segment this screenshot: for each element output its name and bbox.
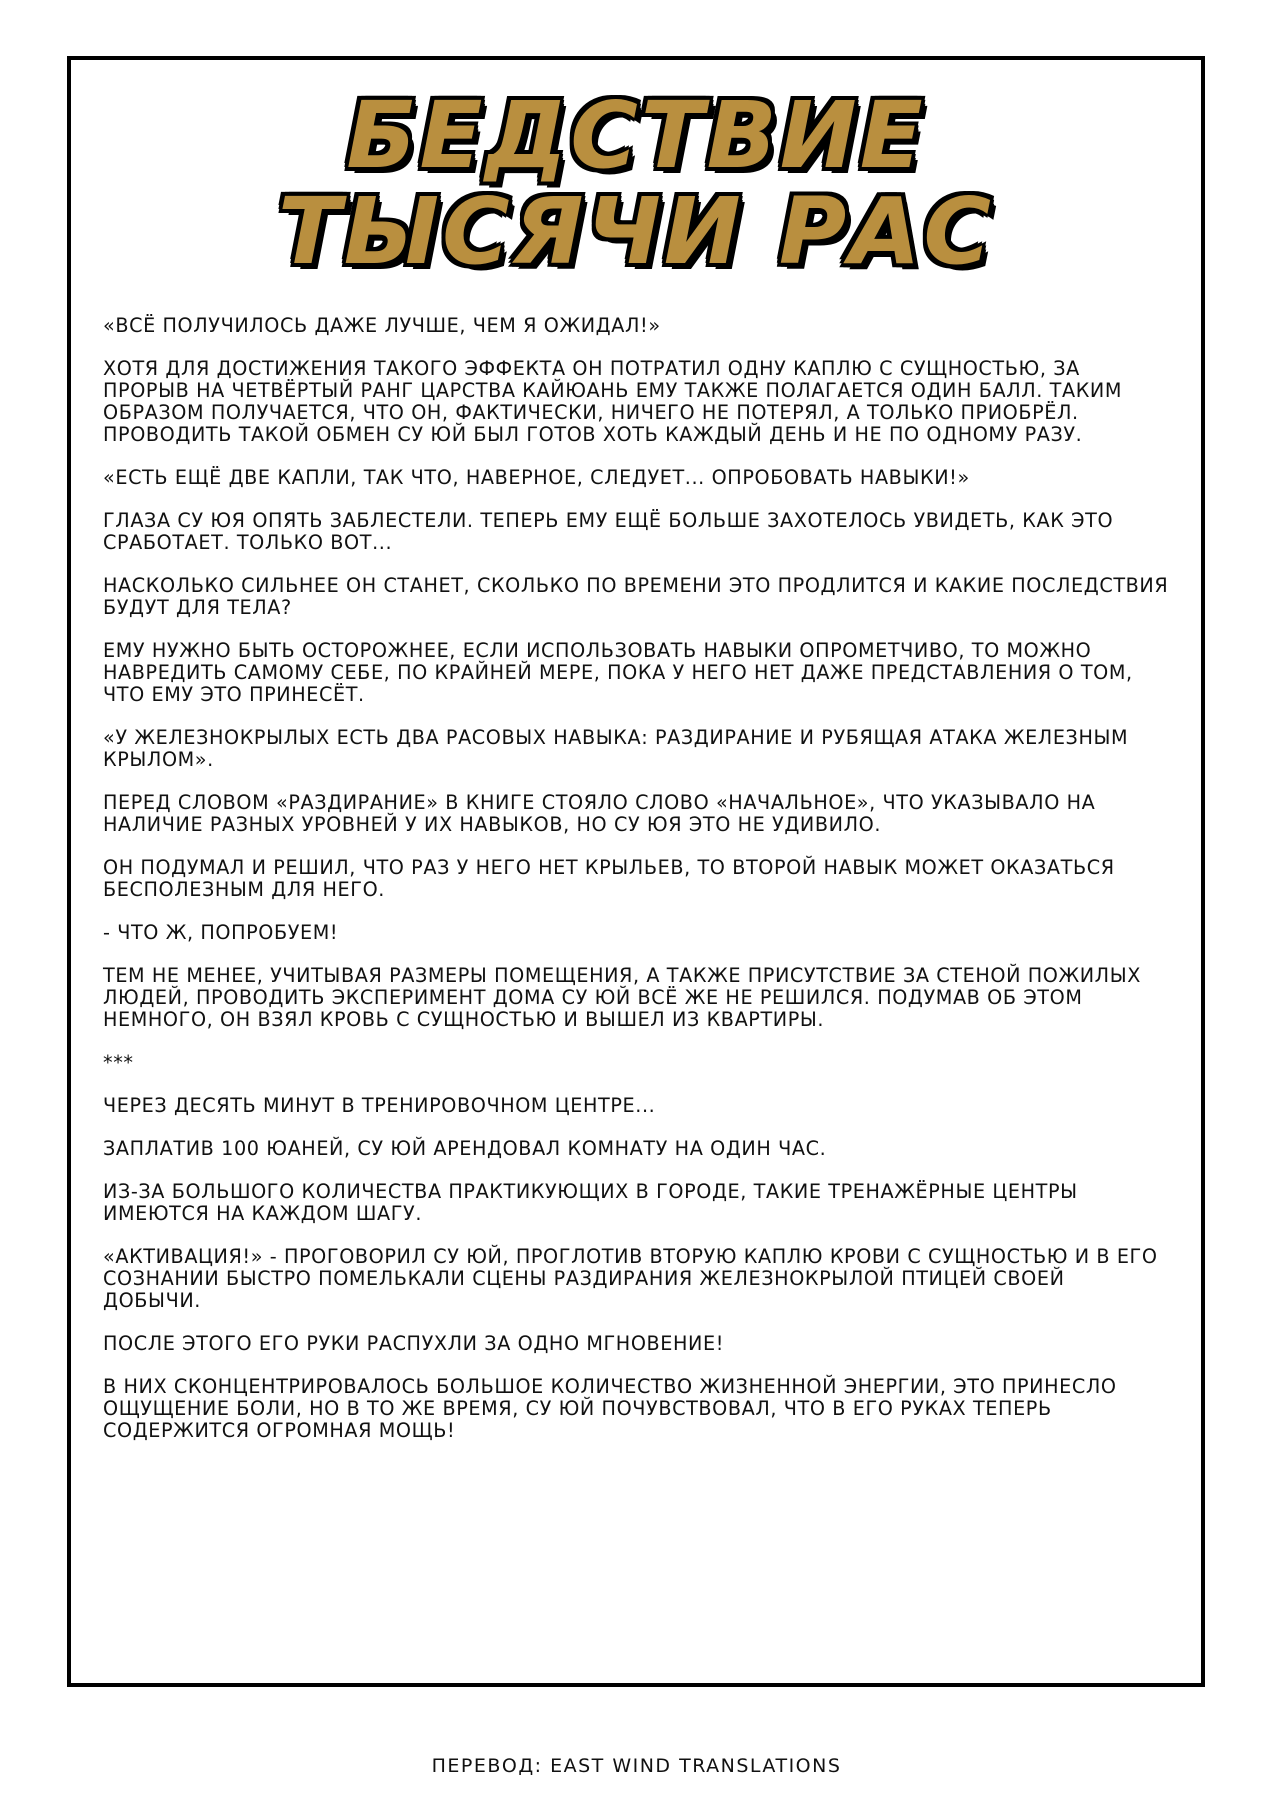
paragraph: ХОТЯ ДЛЯ ДОСТИЖЕНИЯ ТАКОГО ЭФФЕКТА ОН ПОТРАТИЛ ОДНУ КАПЛЮ С СУЩНОСТЬЮ, ЗА ПРОРЫВ НА ЧЕТВЁРТЫЙ РАНГ ЦАРСТВА КАЙЮАНЬ ЕМУ ТАКЖЕ ПОЛАГАЕТСЯ ОДИН БАЛЛ. ТАКИМ ОБРАЗОМ ПОЛУЧАЕТСЯ, ЧТО ОН, ФАКТИЧЕСКИ, НИЧЕГО НЕ ПОТЕРЯЛ, А ТОЛЬКО ПРИОБРЁЛ. ПРОВОДИТЬ ТАКОЙ ОБМЕН СУ ЮЙ БЫЛ ГОТОВ ХОТЬ КАЖДЫЙ ДЕНЬ И НЕ ПО ОДНОМУ РАЗУ.	[103, 357, 1123, 446]
title-line-2: ТЫСЯЧИ РАС	[278, 178, 994, 285]
paragraph: - ЧТО Ж, ПОПРОБУЕМ!	[103, 921, 339, 944]
story-text	[103, 315, 1169, 1463]
paragraph: НАСКОЛЬКО СИЛЬНЕЕ ОН СТАНЕТ, СКОЛЬКО ПО ВРЕМЕНИ ЭТО ПРОДЛИТСЯ И КАКИЕ ПОСЛЕДСТВИЯ БУДУТ ДЛЯ ТЕЛА?	[103, 574, 1169, 619]
paragraph: ЕМУ НУЖНО БЫТЬ ОСТОРОЖНЕЕ, ЕСЛИ ИСПОЛЬЗОВАТЬ НАВЫКИ ОПРОМЕТЧИВО, ТО МОЖНО НАВРЕДИТЬ САМОМУ СЕБЕ, ПО КРАЙНЕЙ МЕРЕ, ПОКА У НЕГО НЕТ ДАЖЕ ПРЕДСТАВЛЕНИЯ О ТОМ, ЧТО ЕМУ ЭТО ПРИНЕСЁТ.	[103, 639, 1133, 706]
paragraph: ЗАПЛАТИВ 100 ЮАНЕЙ, СУ ЮЙ АРЕНДОВАЛ КОМНАТУ НА ОДИН ЧАС.	[103, 1137, 827, 1160]
scene-separator: ***	[103, 1051, 134, 1074]
chapter-title	[71, 82, 1201, 285]
paragraph: ПОСЛЕ ЭТОГО ЕГО РУКИ РАСПУХЛИ ЗА ОДНО МГНОВЕНИЕ!	[103, 1332, 725, 1355]
paragraph: «У ЖЕЛЕЗНОКРЫЛЫХ ЕСТЬ ДВА РАСОВЫХ НАВЫКА: РАЗДИРАНИЕ И РУБЯЩАЯ АТАКА ЖЕЛЕЗНЫМ КРЫЛОМ».	[103, 726, 1129, 771]
paragraph: «ЕСТЬ ЕЩЁ ДВЕ КАПЛИ, ТАК ЧТО, НАВЕРНОЕ, СЛЕДУЕТ... ОПРОБОВАТЬ НАВЫКИ!»	[103, 466, 970, 489]
title-line-1: БЕДСТВИЕ	[346, 82, 926, 189]
paragraph: «АКТИВАЦИЯ!» - ПРОГОВОРИЛ СУ ЮЙ, ПРОГЛОТИВ ВТОРУЮ КАПЛЮ КРОВИ С СУЩНОСТЬЮ И В ЕГО СОЗНАНИИ БЫСТРО ПОМЕЛЬКАЛИ СЦЕНЫ РАЗДИРАНИЯ ЖЕЛЕЗНОКРЫЛОЙ ПТИЦЕЙ СВОЕЙ ДОБЫЧИ.	[103, 1245, 1158, 1312]
paragraph: ПЕРЕД СЛОВОМ «РАЗДИРАНИЕ» В КНИГЕ СТОЯЛО СЛОВО «НАЧАЛЬНОЕ», ЧТО УКАЗЫВАЛО НА НАЛИЧИЕ РАЗНЫХ УРОВНЕЙ У ИХ НАВЫКОВ, НО СУ ЮЯ ЭТО НЕ УДИВИЛО.	[103, 791, 1096, 836]
paragraph: ИЗ-ЗА БОЛЬШОГО КОЛИЧЕСТВА ПРАКТИКУЮЩИХ В ГОРОДЕ, ТАКИЕ ТРЕНАЖЁРНЫЕ ЦЕНТРЫ ИМЕЮТСЯ НА КАЖДОМ ШАГУ.	[103, 1180, 1078, 1225]
paragraph: ГЛАЗА СУ ЮЯ ОПЯТЬ ЗАБЛЕСТЕЛИ. ТЕПЕРЬ ЕМУ ЕЩЁ БОЛЬШЕ ЗАХОТЕЛОСЬ УВИДЕТЬ, КАК ЭТО СРАБОТАЕТ. ТОЛЬКО ВОТ...	[103, 509, 1114, 554]
paragraph: В НИХ СКОНЦЕНТРИРОВАЛОСЬ БОЛЬШОЕ КОЛИЧЕСТВО ЖИЗНЕННОЙ ЭНЕРГИИ, ЭТО ПРИНЕСЛО ОЩУЩЕНИЕ БОЛИ, НО В ТО ЖЕ ВРЕМЯ, СУ ЮЙ ПОЧУВСТВОВАЛ, ЧТО В ЕГО РУКАХ ТЕПЕРЬ СОДЕРЖИТСЯ ОГРОМНАЯ МОЩЬ!	[103, 1375, 1117, 1442]
paragraph: ОН ПОДУМАЛ И РЕШИЛ, ЧТО РАЗ У НЕГО НЕТ КРЫЛЬЕВ, ТО ВТОРОЙ НАВЫК МОЖЕТ ОКАЗАТЬСЯ БЕСПОЛЕЗНЫМ ДЛЯ НЕГО.	[103, 856, 1115, 901]
paragraph: ТЕМ НЕ МЕНЕЕ, УЧИТЫВАЯ РАЗМЕРЫ ПОМЕЩЕНИЯ, А ТАКЖЕ ПРИСУТСТВИЕ ЗА СТЕНОЙ ПОЖИЛЫХ ЛЮДЕЙ, ПРОВОДИТЬ ЭКСПЕРИМЕНТ ДОМА СУ ЮЙ ВСЁ ЖЕ НЕ РЕШИЛСЯ. ПОДУМАВ ОБ ЭТОМ НЕМНОГО, ОН ВЗЯЛ КРОВЬ С СУЩНОСТЬЮ И ВЫШЕЛ ИЗ КВАРТИРЫ.	[103, 964, 1141, 1031]
page-frame	[67, 56, 1205, 1687]
paragraph: «ВСЁ ПОЛУЧИЛОСЬ ДАЖЕ ЛУЧШЕ, ЧЕМ Я ОЖИДАЛ!»	[103, 314, 661, 337]
translator-credit: ПЕРЕВОД: EAST WIND TRANSLATIONS	[431, 1755, 842, 1777]
paragraph: ЧЕРЕЗ ДЕСЯТЬ МИНУТ В ТРЕНИРОВОЧНОМ ЦЕНТРЕ...	[103, 1094, 656, 1117]
